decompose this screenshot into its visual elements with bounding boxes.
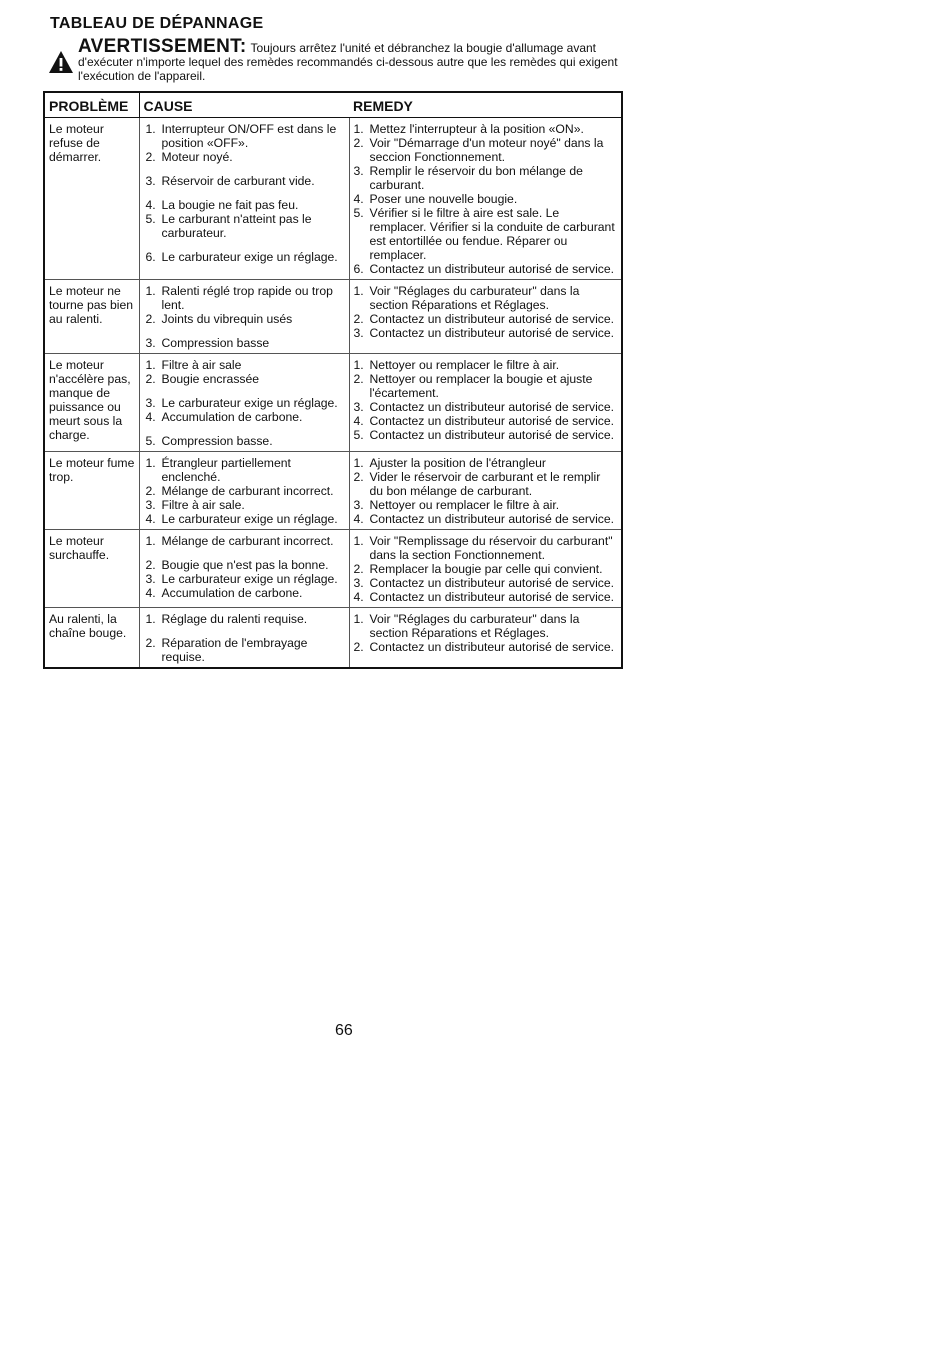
item-text: Mélange de carburant incorrect.	[161, 534, 334, 548]
header-problem: PROBLÈME	[44, 92, 139, 118]
item-text: Contactez un distributeur autorisé de service.	[369, 512, 615, 526]
remedy-item	[354, 562, 618, 576]
item-text: Le carburateur exige un réglage.	[161, 396, 338, 410]
item-number: 3.	[145, 174, 156, 188]
header-remedy: REMEDY	[349, 92, 622, 118]
cause-item	[146, 572, 345, 586]
cause-item	[146, 612, 345, 626]
item-text: Voir "Démarrage d'un moteur noyé" dans la seccion Fonctionnement.	[369, 136, 604, 164]
item-text: Nettoyer ou remplacer la bougie et ajuste l'écartement.	[369, 372, 593, 400]
item-text: Le carburateur exige un réglage.	[161, 512, 338, 526]
remedy-item	[354, 456, 618, 470]
item-text: Contactez un distributeur autorisé de service.	[369, 590, 615, 604]
remedy-item	[354, 358, 618, 372]
remedy-item	[354, 206, 618, 262]
cause-list	[146, 534, 345, 600]
remedy-item	[354, 576, 618, 590]
table-row	[44, 530, 622, 608]
remedy-item	[354, 590, 618, 604]
cause-item	[146, 396, 345, 410]
table-row	[44, 452, 622, 530]
cause-list	[146, 456, 345, 526]
item-number: 6.	[145, 250, 156, 264]
item-text: Vider le réservoir de carburant et le remplir du bon mélange de carburant.	[369, 470, 601, 498]
remedy-item	[354, 612, 618, 640]
cause-cell	[139, 280, 349, 354]
remedy-item	[354, 192, 618, 206]
item-text: Réglage du ralenti requise.	[161, 612, 308, 626]
table-header-row	[44, 92, 622, 118]
item-text: Accumulation de carbone.	[161, 410, 303, 424]
cause-cell	[139, 530, 349, 608]
remedy-item	[354, 164, 618, 192]
item-number: 2.	[353, 312, 364, 326]
remedy-cell	[349, 530, 622, 608]
remedy-cell	[349, 118, 622, 280]
item-number: 5.	[145, 212, 156, 226]
item-text: Interrupteur ON/OFF est dans le position «OFF».	[161, 122, 337, 150]
item-text: Réservoir de carburant vide.	[161, 174, 315, 188]
header-cause: CAUSE	[139, 92, 349, 118]
item-text: Voir "Réglages du carburateur" dans la section Réparations et Réglages.	[369, 284, 580, 312]
item-text: Joints du vibrequin usés	[161, 312, 293, 326]
item-text: Vérifier si le filtre à aire est sale. Le remplacer. Vérifier si la conduite de carburant est entortillée ou fendue. Réparer ou remplacer.	[369, 206, 615, 262]
item-number: 1.	[353, 534, 364, 548]
item-number: 2.	[145, 484, 156, 498]
table-body	[44, 118, 622, 669]
item-text: Contactez un distributeur autorisé de service.	[369, 414, 615, 428]
item-number: 4.	[353, 192, 364, 206]
item-number: 2.	[353, 470, 364, 484]
item-text: Contactez un distributeur autorisé de service.	[369, 428, 615, 442]
remedy-item	[354, 122, 618, 136]
cause-item	[146, 484, 345, 498]
item-number: 1.	[353, 122, 364, 136]
item-text: Mélange de carburant incorrect.	[161, 484, 334, 498]
remedy-cell	[349, 280, 622, 354]
item-text: Le carburateur exige un réglage.	[161, 250, 338, 264]
remedy-item	[354, 640, 618, 654]
remedy-cell	[349, 608, 622, 669]
table-row	[44, 118, 622, 280]
item-number: 2.	[145, 312, 156, 326]
item-text: Contactez un distributeur autorisé de service.	[369, 326, 615, 340]
problem-cell: Le moteur refuse de démarrer.	[44, 118, 139, 280]
cause-list	[146, 284, 345, 350]
cause-list	[146, 122, 345, 264]
item-text: Bougie encrassée	[161, 372, 260, 386]
item-number: 1.	[353, 612, 364, 626]
item-number: 5.	[353, 428, 364, 442]
item-text: Compression basse	[161, 336, 270, 350]
page-title: TABLEAU DE DÉPANNAGE	[50, 15, 264, 32]
item-number: 2.	[145, 150, 156, 164]
cause-item	[146, 250, 345, 264]
remedy-item	[354, 372, 618, 400]
remedy-item	[354, 512, 618, 526]
item-number: 4.	[145, 198, 156, 212]
item-number: 1.	[145, 122, 156, 136]
item-number: 2.	[145, 558, 156, 572]
table-row	[44, 354, 622, 452]
remedy-item	[354, 470, 618, 498]
cause-item	[146, 122, 345, 150]
item-number: 2.	[353, 136, 364, 150]
item-number: 1.	[145, 284, 156, 298]
troubleshooting-table	[43, 91, 623, 669]
item-text: Le carburant n'atteint pas le carburateur.	[161, 212, 312, 240]
cause-item	[146, 372, 345, 386]
warning-heading: AVERTISSEMENT:	[78, 36, 247, 57]
cause-list	[146, 358, 345, 448]
item-number: 5.	[353, 206, 364, 220]
remedy-item	[354, 534, 618, 562]
cause-item	[146, 312, 345, 326]
problem-cell: Au ralenti, la chaîne bouge.	[44, 608, 139, 669]
cause-cell	[139, 118, 349, 280]
item-number: 1.	[145, 358, 156, 372]
problem-cell: Le moteur fume trop.	[44, 452, 139, 530]
cause-item	[146, 284, 345, 312]
item-text: Remplacer la bougie par celle qui convient.	[369, 562, 603, 576]
item-text: Contactez un distributeur autorisé de service.	[369, 262, 615, 276]
item-number: 1.	[145, 534, 156, 548]
remedy-cell	[349, 452, 622, 530]
item-text: Moteur noyé.	[161, 150, 233, 164]
remedy-item	[354, 414, 618, 428]
item-text: Mettez l'interrupteur à la position «ON».	[369, 122, 584, 136]
item-number: 3.	[145, 396, 156, 410]
remedy-item	[354, 262, 618, 276]
item-text: Contactez un distributeur autorisé de service.	[369, 640, 615, 654]
cause-item	[146, 636, 345, 664]
remedy-list	[354, 612, 618, 654]
cause-item	[146, 586, 345, 600]
cause-item	[146, 456, 345, 484]
item-number: 3.	[353, 326, 364, 340]
warning-block	[48, 36, 628, 83]
item-number: 3.	[145, 336, 156, 350]
item-number: 5.	[145, 434, 156, 448]
item-text: Contactez un distributeur autorisé de service.	[369, 312, 615, 326]
remedy-list	[354, 284, 618, 340]
remedy-list	[354, 534, 618, 604]
item-number: 4.	[145, 512, 156, 526]
item-text: Filtre à air sale.	[161, 498, 245, 512]
item-number: 1.	[353, 456, 364, 470]
remedy-item	[354, 312, 618, 326]
cause-item	[146, 434, 345, 448]
item-text: Contactez un distributeur autorisé de service.	[369, 576, 615, 590]
item-text: Étrangleur partiellement enclenché.	[161, 456, 291, 484]
item-number: 3.	[353, 164, 364, 178]
warning-text-block	[78, 36, 628, 83]
item-number: 2.	[353, 562, 364, 576]
warning-triangle-icon	[48, 50, 74, 74]
item-text: Nettoyer ou remplacer le filtre à air.	[369, 498, 560, 512]
cause-item	[146, 198, 345, 212]
item-number: 1.	[145, 612, 156, 626]
cause-item	[146, 150, 345, 164]
item-number: 4.	[353, 512, 364, 526]
item-text: Contactez un distributeur autorisé de service.	[369, 400, 615, 414]
item-text: Nettoyer ou remplacer le filtre à air.	[369, 358, 560, 372]
item-number: 2.	[353, 372, 364, 386]
remedy-item	[354, 284, 618, 312]
item-text: Ajuster la position de l'étrangleur	[369, 456, 546, 470]
item-number: 1.	[353, 284, 364, 298]
cause-item	[146, 512, 345, 526]
remedy-item	[354, 400, 618, 414]
item-text: Bougie que n'est pas la bonne.	[161, 558, 329, 572]
remedy-cell	[349, 354, 622, 452]
item-text: Voir "Réglages du carburateur" dans la section Réparations et Réglages.	[369, 612, 580, 640]
remedy-item	[354, 326, 618, 340]
item-text: Le carburateur exige un réglage.	[161, 572, 338, 586]
problem-cell: Le moteur surchauffe.	[44, 530, 139, 608]
item-number: 3.	[145, 498, 156, 512]
remedy-list	[354, 122, 618, 276]
table-row	[44, 280, 622, 354]
remedy-list	[354, 358, 618, 442]
item-text: La bougie ne fait pas feu.	[161, 198, 299, 212]
problem-cell: Le moteur n'accélère pas, manque de puissance ou meurt sous la charge.	[44, 354, 139, 452]
remedy-item	[354, 136, 618, 164]
item-number: 2.	[145, 372, 156, 386]
cause-item	[146, 558, 345, 572]
item-number: 4.	[353, 590, 364, 604]
page-number: 66	[335, 1022, 353, 1039]
item-text: Filtre à air sale	[161, 358, 242, 372]
table-row	[44, 608, 622, 669]
item-number: 1.	[145, 456, 156, 470]
item-number: 2.	[353, 640, 364, 654]
cause-item	[146, 212, 345, 240]
item-text: Voir "Remplissage du réservoir du carburant" dans la section Fonctionnement.	[369, 534, 613, 562]
warning-text: Toujours arrêtez l'unité et débranchez la bougie d'allumage avant d'exécuter n'importe lequel des remèdes recommandés ci-dessous autre que les remèdes qui exigent l'exécution de l'appareil.	[78, 41, 618, 83]
cause-cell	[139, 354, 349, 452]
item-number: 4.	[145, 586, 156, 600]
remedy-item	[354, 498, 618, 512]
item-number: 3.	[145, 572, 156, 586]
item-number: 3.	[353, 498, 364, 512]
remedy-item	[354, 428, 618, 442]
item-number: 4.	[353, 414, 364, 428]
cause-item	[146, 498, 345, 512]
item-text: Compression basse.	[161, 434, 273, 448]
item-number: 2.	[145, 636, 156, 650]
problem-cell: Le moteur ne tourne pas bien au ralenti.	[44, 280, 139, 354]
remedy-list	[354, 456, 618, 526]
item-text: Remplir le réservoir du bon mélange de carburant.	[369, 164, 583, 192]
cause-item	[146, 174, 345, 188]
item-number: 1.	[353, 358, 364, 372]
cause-cell	[139, 608, 349, 669]
item-text: Poser une nouvelle bougie.	[369, 192, 518, 206]
item-number: 3.	[353, 400, 364, 414]
item-number: 3.	[353, 576, 364, 590]
cause-list	[146, 612, 345, 664]
cause-item	[146, 336, 345, 350]
item-text: Réparation de l'embrayage requise.	[161, 636, 308, 664]
item-number: 6.	[353, 262, 364, 276]
cause-item	[146, 358, 345, 372]
item-number: 4.	[145, 410, 156, 424]
item-text: Ralenti réglé trop rapide ou trop lent.	[161, 284, 333, 312]
cause-item	[146, 534, 345, 548]
item-text: Accumulation de carbone.	[161, 586, 303, 600]
cause-item	[146, 410, 345, 424]
cause-cell	[139, 452, 349, 530]
